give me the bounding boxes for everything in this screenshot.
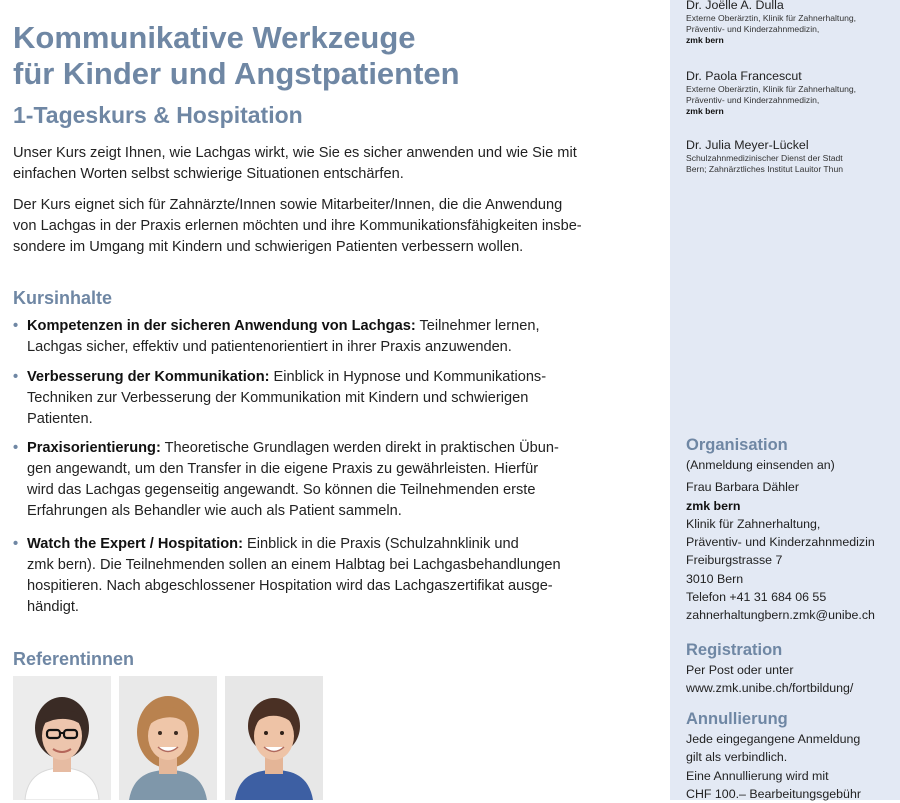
speaker-affiliation: Externe Oberärztin, Klinik für Zahnerhaltung, [686,13,857,23]
organisation-address-line: Klinik für Zahnerhaltung, [686,516,821,531]
organisation-phone: Telefon +41 31 684 06 55 [686,590,827,605]
bullet-bold: Praxisorientierung: [27,440,161,456]
audience-line: von Lachgas in der Praxis erlernen möchten und ihre Kommunikationsfähigkeiten insbe- [13,218,582,234]
audience-line: sondere im Umgang mit Kindern und schwierigen Patienten verbessern wollen. [13,239,524,255]
person-photo-icon [225,676,323,800]
bullet-icon: • [13,369,19,385]
course-title-line: Kommunikative Werkzeuge [13,20,416,55]
speaker-affiliation: Präventiv- und Kinderzahnmedizin, [686,95,820,105]
speaker-entry [686,0,900,46]
course-subtitle: 1-Tageskurs & Hospitation [13,102,303,128]
annullierung-line: Eine Annullierung wird mit [686,768,829,783]
registration-url: www.zmk.unibe.ch/fortbildung/ [686,681,854,696]
intro-line: einfachen Worten selbst schwierige Situationen entschärfen. [13,166,404,182]
person-photo-icon [119,676,217,800]
speaker-photo [13,676,111,800]
annullierung-line: CHF 100.– Bearbeitungsgebühr [686,786,861,801]
kursinhalte-heading: Kursinhalte [13,288,113,308]
bullet-line: hospitieren. Nach abgeschlossener Hospitation wird das Lachgaszertifikat ausge- [27,578,553,594]
bullet-text: Einblick in die Praxis (Schulzahnklinik und [242,536,519,552]
organisation-address-line: 3010 Bern [686,571,744,586]
audience-paragraph [13,195,653,258]
speaker-institution: zmk bern [686,106,724,116]
bullet-line: Patienten. [27,411,93,427]
person-photo-icon [13,676,111,800]
organisation-heading: Organisation [686,436,788,454]
speaker-photo [225,676,323,800]
registration-block [686,661,900,698]
intro-paragraph [13,143,653,185]
speaker-institution: zmk bern [686,35,724,45]
annullierung-block [686,730,900,803]
bullet-icon: • [13,318,19,334]
annullierung-heading: Annullierung [686,710,788,728]
intro-line: Unser Kurs zeigt Ihnen, wie Lachgas wirkt, wie Sie es sicher anwenden und wie Sie mit [13,145,577,161]
bullet-text: Einblick in Hypnose und Kommunikations- [269,369,547,385]
organisation-name: zmk bern [686,498,741,513]
sidebar [670,0,900,800]
bullet-icon: • [13,440,19,456]
bullet-line: händigt. [27,599,79,615]
speaker-affiliation: Schulzahnmedizinischer Dienst der Stadt [686,153,843,163]
speaker-entry [686,137,900,175]
speaker-name: Dr. Paola Francescut [686,69,802,83]
organisation-address-line: Freiburgstrasse 7 [686,553,783,568]
annullierung-line: Jede eingegangene Anmeldung [686,732,861,746]
organisation-contact: Frau Barbara Dähler [686,480,799,495]
bullet-line: wird das Lachgas gegenseitig angewandt. So können die Teilnehmenden erste [27,482,536,498]
registration-line: Per Post oder unter [686,663,794,677]
speaker-entry [686,68,900,117]
speaker-name: Dr. Joëlle A. Dulla [686,0,784,12]
audience-line: Der Kurs eignet sich für Zahnärzte/Innen sowie Mitarbeiter/Innen, die die Anwendung [13,197,563,213]
bullet-line: Techniken zur Verbesserung der Kommunikation mit Kindern und schwierigen [27,390,529,406]
speaker-affiliation: Externe Oberärztin, Klinik für Zahnerhaltung, [686,84,857,94]
course-title-line: für Kinder und Angstpatienten [13,56,460,91]
bullet-bold: Watch the Expert / Hospitation: [27,536,243,552]
speaker-affiliation: Präventiv- und Kinderzahnmedizin, [686,24,820,34]
organisation-email: zahnerhaltungbern.zmk@unibe.ch [686,608,875,623]
bullet-line: Lachgas sicher, effektiv und patientenorientiert in ihrer Praxis anzuwenden. [27,339,512,355]
referentinnen-heading: Referentinnen [13,649,135,669]
bullet-icon: • [13,536,19,552]
organisation-block [686,456,900,625]
bullet-bold: Kompetenzen in der sicheren Anwendung von Lachgas: [27,318,416,334]
organisation-address-line: Präventiv- und Kinderzahnmedizin [686,535,875,550]
bullet-text: Teilnehmer lernen, [415,318,540,334]
bullet-bold: Verbesserung der Kommunikation: [27,369,270,385]
bullet-line: gen angewandt, um den Transfer in die eigene Praxis zu gewährleisten. Hierfür [27,461,539,477]
organisation-note: (Anmeldung einsenden an) [686,458,835,472]
speaker-affiliation: Bern; Zahnärztliches Institut Lauitor Thun [686,164,843,174]
bullet-text: Theoretische Grundlagen werden direkt in praktischen Übun- [160,440,559,456]
bullet-line: zmk bern). Die Teilnehmenden sollen an einem Halbtag bei Lachgasbehandlungen [27,557,561,573]
speaker-name: Dr. Julia Meyer-Lückel [686,138,809,152]
course-title [13,20,460,92]
speaker-photo [119,676,217,800]
annullierung-line: gilt als verbindlich. [686,750,788,765]
bullet-line: Erfahrungen als Behandler wie auch als Patient sammeln. [27,503,402,519]
registration-heading: Registration [686,641,783,659]
